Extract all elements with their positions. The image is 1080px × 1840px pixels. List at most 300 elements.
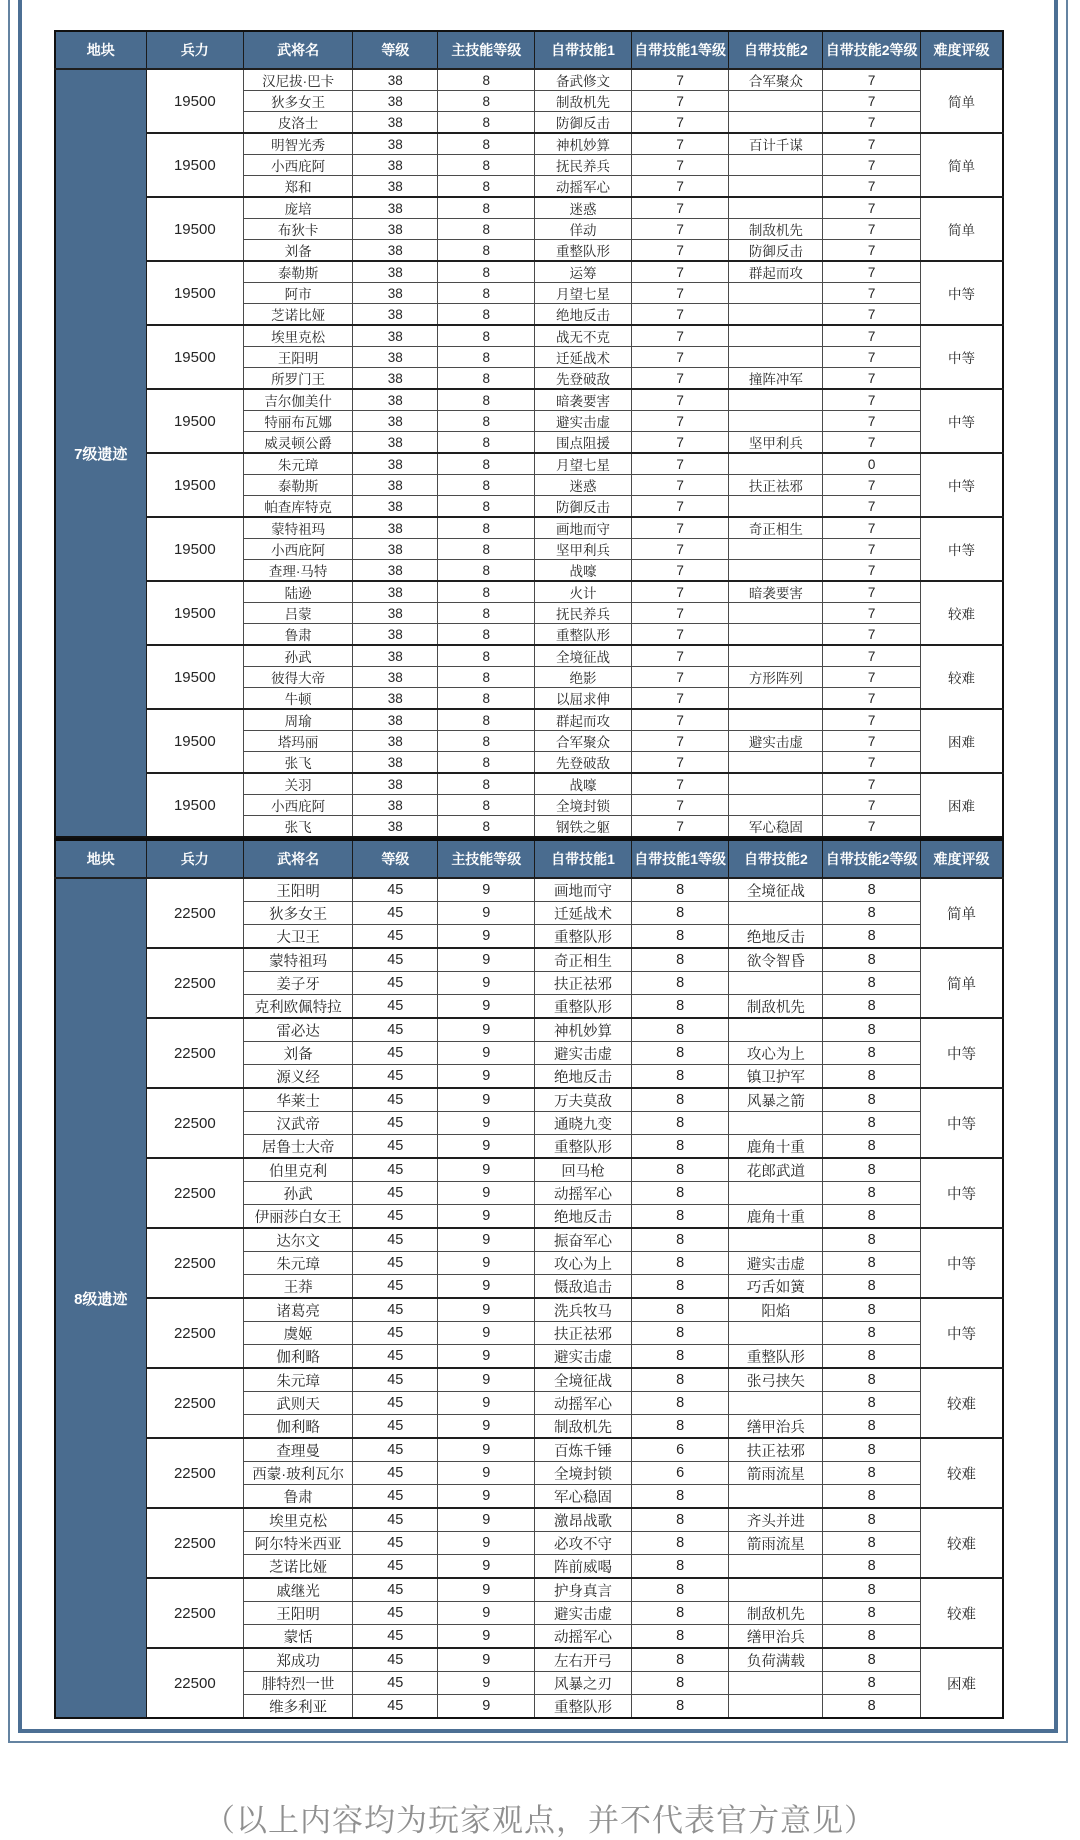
skill2-level-cell: 8 — [823, 1438, 921, 1462]
general-name-cell: 帕查库特克 — [244, 496, 353, 518]
main-skill-level-cell: 9 — [438, 1368, 535, 1392]
difficulty-cell: 中等 — [920, 389, 1003, 453]
skill2-level-cell: 0 — [823, 453, 921, 475]
main-skill-level-cell: 9 — [438, 1508, 535, 1532]
main-skill-level-cell: 9 — [438, 902, 535, 925]
header-cell: 兵力 — [146, 840, 244, 879]
skill1-level-cell: 7 — [631, 411, 729, 432]
skill1-level-cell: 8 — [631, 1252, 729, 1275]
difficulty-cell: 简单 — [920, 197, 1003, 261]
skill2-cell: 花郎武道 — [729, 1158, 823, 1182]
skill1-level-cell: 7 — [631, 261, 729, 283]
main-skill-level-cell: 9 — [438, 878, 535, 902]
general-name-cell: 伽利略 — [244, 1415, 353, 1439]
general-name-cell: 查理·马特 — [244, 560, 353, 582]
skill2-level-cell: 8 — [823, 1415, 921, 1439]
level-cell: 38 — [353, 816, 438, 838]
general-name-cell: 鲁肃 — [244, 1485, 353, 1509]
general-name-cell: 塔玛丽 — [244, 731, 353, 752]
main-skill-level-cell: 9 — [438, 1415, 535, 1439]
skill2-cell — [729, 1695, 823, 1719]
main-skill-level-cell: 9 — [438, 925, 535, 949]
skill1-level-cell: 7 — [631, 603, 729, 624]
level-cell: 38 — [353, 261, 438, 283]
skill1-cell: 绝地反击 — [535, 1065, 632, 1089]
skill1-level-cell: 8 — [631, 1695, 729, 1719]
level-cell: 45 — [353, 1298, 438, 1322]
skill1-level-cell: 7 — [631, 112, 729, 134]
skill1-level-cell: 8 — [631, 902, 729, 925]
skill1-cell: 制敌机先 — [535, 91, 632, 112]
skill1-cell: 以屈求伸 — [535, 688, 632, 710]
skill1-level-cell: 8 — [631, 1415, 729, 1439]
skill2-cell — [729, 155, 823, 176]
general-name-cell: 克利欧佩特拉 — [244, 995, 353, 1019]
skill1-level-cell: 7 — [631, 581, 729, 603]
main-skill-level-cell: 9 — [438, 1695, 535, 1719]
header-cell: 自带技能2 — [729, 31, 823, 69]
main-skill-level-cell: 8 — [438, 304, 535, 326]
level-cell: 38 — [353, 645, 438, 667]
skill1-level-cell: 7 — [631, 816, 729, 838]
main-skill-level-cell: 8 — [438, 133, 535, 155]
skill2-cell — [729, 688, 823, 710]
general-name-cell: 狄多女王 — [244, 902, 353, 925]
skill2-cell: 制敌机先 — [729, 995, 823, 1019]
skill1-level-cell: 8 — [631, 1322, 729, 1345]
skill2-cell — [729, 624, 823, 646]
difficulty-cell: 简单 — [920, 133, 1003, 197]
header-cell: 难度评级 — [920, 840, 1003, 879]
skill1-cell: 全境封锁 — [535, 1462, 632, 1485]
main-skill-level-cell: 8 — [438, 795, 535, 816]
general-name-cell: 小西庇阿 — [244, 539, 353, 560]
general-name-cell: 汉尼拔·巴卡 — [244, 69, 353, 91]
main-skill-level-cell: 8 — [438, 603, 535, 624]
skill1-cell: 动摇军心 — [535, 1625, 632, 1649]
main-skill-level-cell: 9 — [438, 948, 535, 972]
level-cell: 38 — [353, 709, 438, 731]
general-name-cell: 吉尔伽美什 — [244, 389, 353, 411]
general-name-cell: 泰勒斯 — [244, 261, 353, 283]
troops-cell: 22500 — [146, 1298, 244, 1368]
skill2-cell — [729, 795, 823, 816]
main-skill-level-cell: 8 — [438, 411, 535, 432]
level-cell: 45 — [353, 1648, 438, 1672]
level-cell: 45 — [353, 1625, 438, 1649]
skill1-level-cell: 8 — [631, 972, 729, 995]
skill1-level-cell: 7 — [631, 304, 729, 326]
general-name-cell: 朱元璋 — [244, 1252, 353, 1275]
skill1-cell: 重整队形 — [535, 240, 632, 262]
skill1-level-cell: 7 — [631, 133, 729, 155]
main-skill-level-cell: 9 — [438, 1532, 535, 1555]
main-skill-level-cell: 9 — [438, 1228, 535, 1252]
skill2-level-cell: 8 — [823, 1112, 921, 1135]
general-name-cell: 周瑜 — [244, 709, 353, 731]
level-cell: 45 — [353, 1602, 438, 1625]
general-name-cell: 彼得大帝 — [244, 667, 353, 688]
skill1-cell: 奇正相生 — [535, 948, 632, 972]
difficulty-cell: 较难 — [920, 581, 1003, 645]
skill1-level-cell: 8 — [631, 1485, 729, 1509]
level-cell: 45 — [353, 1415, 438, 1439]
skill2-cell: 绝地反击 — [729, 925, 823, 949]
skill2-cell — [729, 197, 823, 219]
main-skill-level-cell: 8 — [438, 539, 535, 560]
skill1-level-cell: 7 — [631, 688, 729, 710]
skill1-level-cell: 7 — [631, 645, 729, 667]
skill1-cell: 重整队形 — [535, 995, 632, 1019]
skill2-level-cell: 8 — [823, 1042, 921, 1065]
skill1-level-cell: 8 — [631, 1158, 729, 1182]
level-cell: 45 — [353, 1695, 438, 1719]
level-cell: 38 — [353, 539, 438, 560]
skill1-level-cell: 8 — [631, 948, 729, 972]
main-skill-level-cell: 9 — [438, 1275, 535, 1299]
skill2-level-cell: 7 — [823, 517, 921, 539]
main-skill-level-cell: 9 — [438, 1392, 535, 1415]
difficulty-cell: 中等 — [920, 1018, 1003, 1088]
skill1-cell: 扶正祛邪 — [535, 972, 632, 995]
difficulty-cell: 中等 — [920, 1088, 1003, 1158]
skill1-level-cell: 8 — [631, 1065, 729, 1089]
skill1-cell: 军心稳固 — [535, 1485, 632, 1509]
skill2-level-cell: 8 — [823, 1578, 921, 1602]
general-name-cell: 张飞 — [244, 816, 353, 838]
skill2-level-cell: 7 — [823, 69, 921, 91]
level-cell: 45 — [353, 1275, 438, 1299]
skill2-cell: 坚甲利兵 — [729, 432, 823, 454]
skill2-cell — [729, 1485, 823, 1509]
difficulty-cell: 较难 — [920, 1438, 1003, 1508]
troops-cell: 19500 — [146, 133, 244, 197]
skill1-level-cell: 7 — [631, 709, 729, 731]
general-name-cell: 陆逊 — [244, 581, 353, 603]
main-skill-level-cell: 8 — [438, 347, 535, 368]
skill2-cell: 风暴之箭 — [729, 1088, 823, 1112]
level-cell: 45 — [353, 1182, 438, 1205]
level-cell: 45 — [353, 1345, 438, 1369]
level-cell: 45 — [353, 1392, 438, 1415]
skill2-cell: 制敌机先 — [729, 219, 823, 240]
skill2-cell — [729, 347, 823, 368]
skill1-cell: 合军聚众 — [535, 731, 632, 752]
skill1-cell: 回马枪 — [535, 1158, 632, 1182]
skill2-level-cell: 8 — [823, 1485, 921, 1509]
main-skill-level-cell: 9 — [438, 1672, 535, 1695]
skill2-cell: 负荷满载 — [729, 1648, 823, 1672]
skill2-cell — [729, 283, 823, 304]
level-cell: 45 — [353, 1088, 438, 1112]
difficulty-cell: 困难 — [920, 1648, 1003, 1718]
skill2-level-cell: 8 — [823, 1648, 921, 1672]
content-area — [18, 0, 1058, 1733]
main-skill-level-cell: 9 — [438, 1602, 535, 1625]
main-skill-level-cell: 8 — [438, 176, 535, 198]
general-name-cell: 查理曼 — [244, 1438, 353, 1462]
skill1-cell: 神机妙算 — [535, 1018, 632, 1042]
level-cell: 38 — [353, 219, 438, 240]
general-name-cell: 埃里克松 — [244, 1508, 353, 1532]
level-cell: 38 — [353, 69, 438, 91]
skill1-cell: 战嚎 — [535, 560, 632, 582]
general-name-cell: 朱元璋 — [244, 1368, 353, 1392]
header-cell: 自带技能1等级 — [631, 31, 729, 69]
skill1-level-cell: 7 — [631, 219, 729, 240]
troops-cell: 22500 — [146, 948, 244, 1018]
skill1-level-cell: 8 — [631, 1042, 729, 1065]
general-name-cell: 朱元璋 — [244, 453, 353, 475]
level-cell: 38 — [353, 176, 438, 198]
skill2-cell — [729, 1555, 823, 1579]
level-cell: 45 — [353, 1368, 438, 1392]
skill2-level-cell: 7 — [823, 667, 921, 688]
level-cell: 45 — [353, 1462, 438, 1485]
skill1-level-cell: 8 — [631, 1625, 729, 1649]
level-cell: 45 — [353, 1205, 438, 1229]
troops-cell: 22500 — [146, 1088, 244, 1158]
skill2-level-cell: 7 — [823, 603, 921, 624]
skill1-cell: 群起而攻 — [535, 709, 632, 731]
skill1-cell: 暗袭要害 — [535, 389, 632, 411]
skill2-cell — [729, 112, 823, 134]
skill2-level-cell: 8 — [823, 1018, 921, 1042]
skill2-cell — [729, 389, 823, 411]
general-name-cell: 阿市 — [244, 283, 353, 304]
skill2-cell — [729, 1112, 823, 1135]
troops-cell: 19500 — [146, 197, 244, 261]
skill2-level-cell: 8 — [823, 948, 921, 972]
level-cell: 45 — [353, 1322, 438, 1345]
difficulty-cell: 中等 — [920, 1158, 1003, 1228]
level-cell: 45 — [353, 1112, 438, 1135]
skill1-cell: 神机妙算 — [535, 133, 632, 155]
skill1-cell: 必攻不守 — [535, 1532, 632, 1555]
main-skill-level-cell: 8 — [438, 816, 535, 838]
skill1-cell: 运筹 — [535, 261, 632, 283]
general-name-cell: 郑和 — [244, 176, 353, 198]
skill1-cell: 动摇军心 — [535, 1392, 632, 1415]
skill1-level-cell: 7 — [631, 752, 729, 774]
main-skill-level-cell: 9 — [438, 1042, 535, 1065]
skill1-level-cell: 8 — [631, 1112, 729, 1135]
skill2-cell — [729, 1672, 823, 1695]
main-skill-level-cell: 8 — [438, 645, 535, 667]
level-cell: 45 — [353, 1508, 438, 1532]
main-skill-level-cell: 9 — [438, 1065, 535, 1089]
skill2-cell: 群起而攻 — [729, 261, 823, 283]
troops-cell: 19500 — [146, 389, 244, 453]
skill2-cell: 方形阵列 — [729, 667, 823, 688]
skill1-level-cell: 7 — [631, 432, 729, 454]
troops-cell: 22500 — [146, 1508, 244, 1578]
level-cell: 38 — [353, 731, 438, 752]
main-skill-level-cell: 8 — [438, 283, 535, 304]
general-name-cell: 蒙特祖玛 — [244, 948, 353, 972]
skill2-level-cell: 8 — [823, 1322, 921, 1345]
skill1-level-cell: 8 — [631, 1182, 729, 1205]
level-cell: 45 — [353, 995, 438, 1019]
ruins-table-2 — [54, 838, 1004, 1719]
skill2-cell — [729, 709, 823, 731]
skill2-cell: 巧舌如簧 — [729, 1275, 823, 1299]
skill1-cell: 重整队形 — [535, 925, 632, 949]
skill2-cell: 扶正祛邪 — [729, 475, 823, 496]
skill1-level-cell: 8 — [631, 1555, 729, 1579]
main-skill-level-cell: 9 — [438, 1648, 535, 1672]
skill1-cell: 重整队形 — [535, 1135, 632, 1159]
skill2-cell: 百计千谋 — [729, 133, 823, 155]
general-name-cell: 姜子牙 — [244, 972, 353, 995]
troops-cell: 22500 — [146, 1228, 244, 1298]
skill2-cell: 全境征战 — [729, 878, 823, 902]
skill2-level-cell: 7 — [823, 411, 921, 432]
skill2-cell: 欲令智昏 — [729, 948, 823, 972]
skill1-cell: 激昂战歌 — [535, 1508, 632, 1532]
skill1-cell: 迷惑 — [535, 197, 632, 219]
main-skill-level-cell: 9 — [438, 1625, 535, 1649]
skill1-cell: 通晓九变 — [535, 1112, 632, 1135]
skill1-level-cell: 8 — [631, 1648, 729, 1672]
level-cell: 38 — [353, 155, 438, 176]
skill1-cell: 重整队形 — [535, 624, 632, 646]
level-cell: 45 — [353, 925, 438, 949]
skill1-cell: 先登破敌 — [535, 368, 632, 390]
skill1-cell: 迁延战术 — [535, 347, 632, 368]
difficulty-cell: 中等 — [920, 261, 1003, 325]
level-cell: 38 — [353, 112, 438, 134]
skill2-level-cell: 8 — [823, 1602, 921, 1625]
skill2-level-cell: 7 — [823, 219, 921, 240]
skill2-level-cell: 8 — [823, 995, 921, 1019]
header-cell: 等级 — [353, 31, 438, 69]
main-skill-level-cell: 8 — [438, 667, 535, 688]
tables-container — [54, 30, 1004, 1719]
header-cell: 兵力 — [146, 31, 244, 69]
skill1-level-cell: 7 — [631, 539, 729, 560]
troops-cell: 19500 — [146, 261, 244, 325]
level-cell: 45 — [353, 972, 438, 995]
header-cell: 武将名 — [244, 840, 353, 879]
skill1-cell: 坚甲利兵 — [535, 539, 632, 560]
level-cell: 45 — [353, 1228, 438, 1252]
skill2-level-cell: 8 — [823, 1088, 921, 1112]
skill2-level-cell: 8 — [823, 1392, 921, 1415]
main-skill-level-cell: 9 — [438, 1182, 535, 1205]
main-skill-level-cell: 8 — [438, 389, 535, 411]
skill2-level-cell: 8 — [823, 1672, 921, 1695]
skill2-cell: 合军聚众 — [729, 69, 823, 91]
difficulty-cell: 简单 — [920, 878, 1003, 948]
skill2-level-cell: 8 — [823, 1228, 921, 1252]
skill1-cell: 佯动 — [535, 219, 632, 240]
skill2-cell: 撞阵冲军 — [729, 368, 823, 390]
skill1-level-cell: 7 — [631, 325, 729, 347]
skill2-cell: 张弓挟矢 — [729, 1368, 823, 1392]
level-cell: 45 — [353, 948, 438, 972]
skill2-level-cell: 8 — [823, 1065, 921, 1089]
main-skill-level-cell: 9 — [438, 1438, 535, 1462]
general-name-cell: 达尔文 — [244, 1228, 353, 1252]
header-cell: 地块 — [55, 31, 146, 69]
general-name-cell: 吕蒙 — [244, 603, 353, 624]
skill2-level-cell: 7 — [823, 91, 921, 112]
skill1-level-cell: 8 — [631, 1392, 729, 1415]
skill1-level-cell: 7 — [631, 176, 729, 198]
troops-cell: 19500 — [146, 581, 244, 645]
level-cell: 38 — [353, 347, 438, 368]
skill1-cell: 万夫莫敌 — [535, 1088, 632, 1112]
skill2-level-cell: 7 — [823, 432, 921, 454]
skill2-cell — [729, 1578, 823, 1602]
difficulty-cell: 困难 — [920, 773, 1003, 837]
skill2-level-cell: 7 — [823, 133, 921, 155]
general-name-cell: 虞姬 — [244, 1322, 353, 1345]
general-name-cell: 孙武 — [244, 645, 353, 667]
skill1-cell: 战嚎 — [535, 773, 632, 795]
skill1-level-cell: 8 — [631, 1578, 729, 1602]
skill2-cell — [729, 1182, 823, 1205]
level-cell: 38 — [353, 432, 438, 454]
skill1-cell: 动摇军心 — [535, 176, 632, 198]
skill1-cell: 围点阻援 — [535, 432, 632, 454]
header-cell: 自带技能2 — [729, 840, 823, 879]
skill1-level-cell: 6 — [631, 1438, 729, 1462]
difficulty-cell: 简单 — [920, 69, 1003, 133]
skill2-cell: 避实击虚 — [729, 1252, 823, 1275]
header-cell: 自带技能1等级 — [631, 840, 729, 879]
skill2-level-cell: 7 — [823, 475, 921, 496]
level-cell: 38 — [353, 773, 438, 795]
skill1-level-cell: 8 — [631, 1018, 729, 1042]
skill2-level-cell: 7 — [823, 112, 921, 134]
skill1-cell: 绝地反击 — [535, 1205, 632, 1229]
skill1-cell: 避实击虚 — [535, 1042, 632, 1065]
main-skill-level-cell: 8 — [438, 560, 535, 582]
level-cell: 38 — [353, 411, 438, 432]
skill1-cell: 火计 — [535, 581, 632, 603]
skill1-level-cell: 8 — [631, 1275, 729, 1299]
general-name-cell: 小西庇阿 — [244, 155, 353, 176]
skill2-level-cell: 8 — [823, 1555, 921, 1579]
skill1-cell: 制敌机先 — [535, 1415, 632, 1439]
troops-cell: 22500 — [146, 1438, 244, 1508]
level-cell: 38 — [353, 795, 438, 816]
main-skill-level-cell: 9 — [438, 972, 535, 995]
skill1-cell: 重整队形 — [535, 1695, 632, 1719]
skill1-cell: 振奋军心 — [535, 1228, 632, 1252]
main-skill-level-cell: 8 — [438, 773, 535, 795]
skill1-level-cell: 8 — [631, 1602, 729, 1625]
skill2-cell — [729, 752, 823, 774]
skill2-level-cell: 8 — [823, 1135, 921, 1159]
skill2-level-cell: 7 — [823, 155, 921, 176]
skill1-level-cell: 7 — [631, 560, 729, 582]
main-skill-level-cell: 9 — [438, 995, 535, 1019]
skill1-level-cell: 7 — [631, 517, 729, 539]
main-skill-level-cell: 8 — [438, 91, 535, 112]
level-cell: 38 — [353, 197, 438, 219]
main-skill-level-cell: 8 — [438, 517, 535, 539]
general-name-cell: 蒙恬 — [244, 1625, 353, 1649]
skill1-cell: 避实击虚 — [535, 1345, 632, 1369]
main-skill-level-cell: 9 — [438, 1578, 535, 1602]
ruins-table-1 — [54, 30, 1004, 838]
skill1-cell: 全境封锁 — [535, 795, 632, 816]
level-cell: 38 — [353, 496, 438, 518]
skill1-cell: 月望七星 — [535, 453, 632, 475]
